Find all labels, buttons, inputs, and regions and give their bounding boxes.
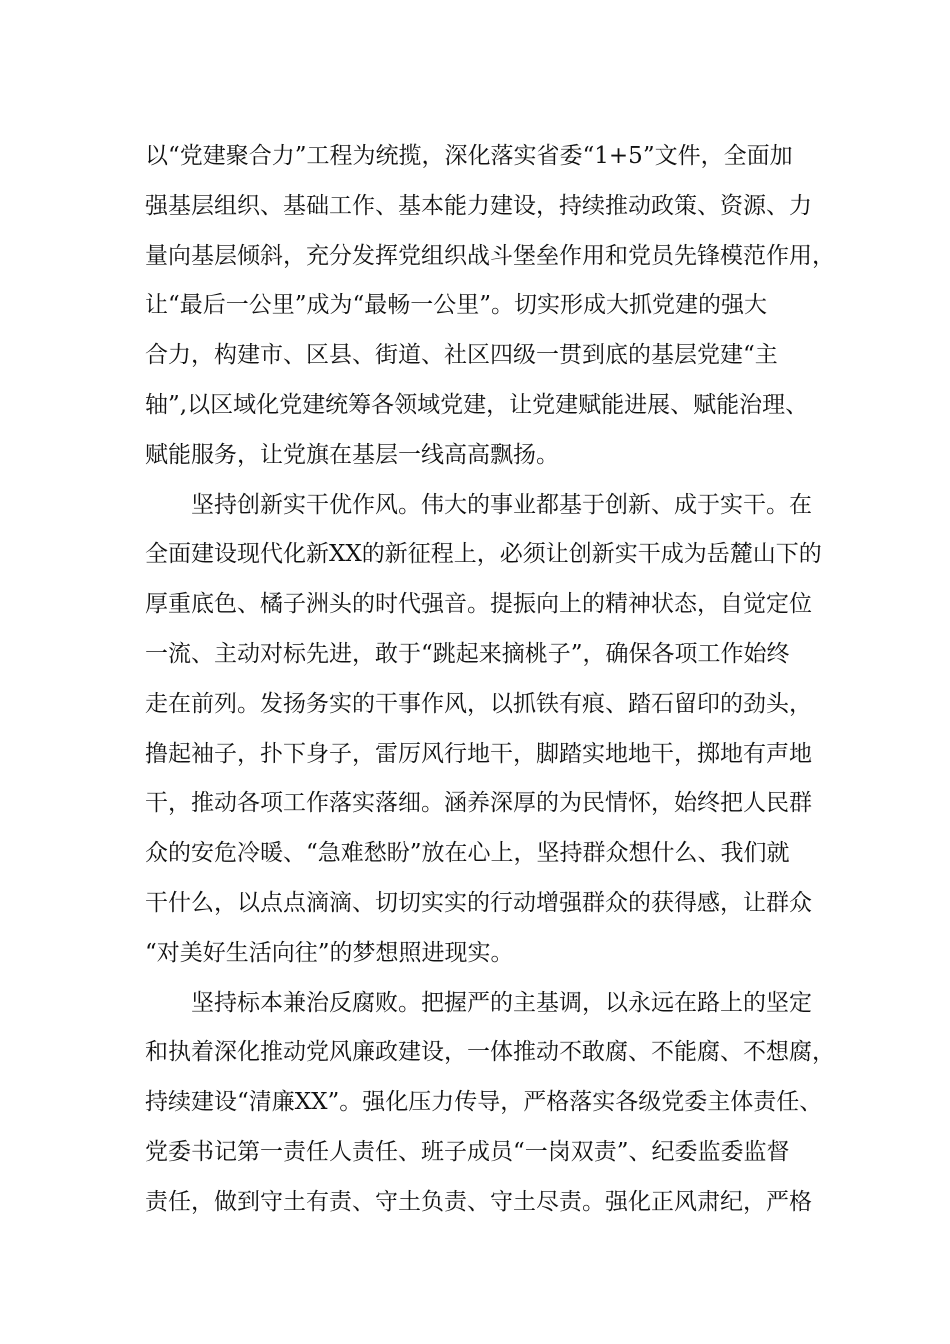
text-line: 轴”,以区域化党建统筹各领域党建，让党建赋能进展、赋能治理、 — [145, 391, 809, 418]
text-line: 坚持标本兼治反腐败。把握严的主基调，以永远在路上的坚定 — [145, 989, 812, 1016]
text-line: 坚持创新实干优作风。伟大的事业都基于创新、成于实干。在 — [145, 491, 812, 518]
document-body — [145, 132, 835, 1228]
text-line: 撸起袖子，扑下身子，雷厉风行地干，脚踏实地地干，掷地有声地 — [145, 740, 812, 767]
text-line: 干，推动各项工作落实落细。涵养深厚的为民情怀，始终把人民群 — [145, 790, 812, 817]
text-line: 量向基层倾斜，充分发挥党组织战斗堡垒作用和党员先锋模范作用， — [145, 242, 835, 269]
text-line: 以“党建聚合力”工程为统揽，深化落实省委“1+5”文件，全面加 — [145, 143, 793, 169]
text-line: 众的安危冷暖、“急难愁盼”放在心上，坚持群众想什么、我们就 — [145, 840, 790, 867]
text-line: 让“最后一公里”成为“最畅一公里”。切实形成大抓党建的强大 — [145, 292, 768, 319]
text-line: 持续建设“清廉XX”。强化压力传导，严格落实各级党委主体责任、 — [145, 1089, 823, 1116]
text-line: 厚重底色、橘子洲头的时代强音。提振向上的精神状态，自觉定位 — [145, 591, 812, 618]
text-line: 赋能服务，让党旗在基层一线高高飘扬。 — [145, 441, 559, 468]
text-line: 全面建设现代化新XX的新征程上，必须让创新实干成为岳麓山下的 — [145, 541, 822, 568]
paragraph-2 — [145, 481, 835, 979]
text-line: 党委书记第一责任人责任、班子成员“一岗双责”、纪委监委监督 — [145, 1138, 790, 1165]
paragraph-1 — [145, 132, 835, 481]
text-line: 干什么，以点点滴滴、切切实实的行动增强群众的获得感，让群众 — [145, 889, 812, 916]
text-line: 走在前列。发扬务实的干事作风，以抓铁有痕、踏石留印的劲头， — [145, 690, 812, 717]
text-line: 责任，做到守土有责、守土负责、守土尽责。强化正风肃纪，严格 — [145, 1188, 812, 1215]
text-line: 强基层组织、基础工作、基本能力建设，持续推动政策、资源、力 — [145, 192, 812, 219]
text-line: “对美好生活向往”的梦想照进现实。 — [145, 939, 514, 966]
text-line: 合力，构建市、区县、街道、社区四级一贯到底的基层党建“主 — [145, 342, 778, 369]
text-line: 和执着深化推动党风廉政建设，一体推动不敢腐、不能腐、不想腐， — [145, 1039, 835, 1066]
text-line: 一流、主动对标先进，敢于“跳起来摘桃子”，确保各项工作始终 — [145, 640, 790, 667]
paragraph-3 — [145, 979, 835, 1228]
